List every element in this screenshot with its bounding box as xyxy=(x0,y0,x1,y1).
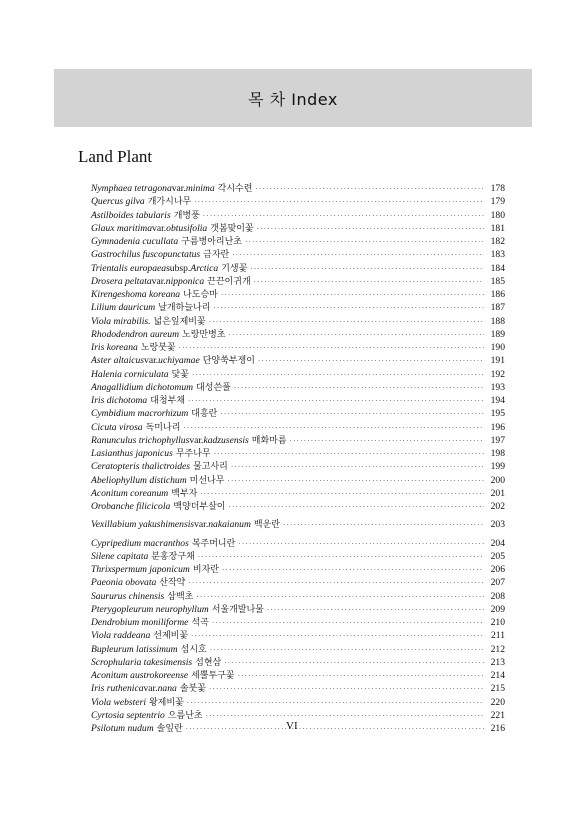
entry-page-number: 188 xyxy=(490,315,505,327)
page-title: 목 차 Index xyxy=(248,89,338,109)
korean-name: 서울개발나물 xyxy=(211,604,264,615)
dot-leader xyxy=(210,644,484,657)
entry-page-number: 192 xyxy=(490,368,505,380)
korean-name: 선제비꽃 xyxy=(153,631,189,642)
index-entry xyxy=(91,590,505,603)
korean-name: 노랑붓꽃 xyxy=(140,343,176,353)
section-title: Land Plant xyxy=(78,147,153,166)
rank-qualifier: var. xyxy=(152,222,167,234)
dot-leader xyxy=(186,723,484,736)
scientific-name: Ceratopteris thalictroides xyxy=(91,461,191,473)
dot-leader xyxy=(187,697,484,710)
infraspecific-name: minima xyxy=(185,183,215,194)
index-entry xyxy=(91,341,505,354)
dot-leader xyxy=(198,551,484,564)
dot-leader xyxy=(179,342,484,355)
index-entry xyxy=(91,195,505,208)
scientific-name: Astilboides tabularis xyxy=(91,209,171,221)
rank-qualifier: var. xyxy=(194,519,209,531)
infraspecific-name: Arctica xyxy=(190,262,219,274)
korean-name: 개가시나무 xyxy=(147,197,192,208)
korean-name: 대성쓴풀 xyxy=(196,382,231,393)
index-entry xyxy=(91,315,505,328)
scientific-name: Saururus chinensis xyxy=(91,590,165,602)
korean-name: 단양쑥부쟁이 xyxy=(202,356,255,367)
dot-leader xyxy=(188,577,484,590)
dot-leader xyxy=(232,249,484,262)
dot-leader xyxy=(283,519,484,532)
index-entry xyxy=(91,447,505,460)
scientific-name: Quercus gilva xyxy=(91,196,145,208)
entry-page-number: 191 xyxy=(490,355,505,367)
dot-leader xyxy=(206,710,484,723)
korean-name: 왕제비꽃 xyxy=(148,697,184,708)
scientific-name: Viola websteri xyxy=(91,696,146,708)
korean-name: 백양더부살이 xyxy=(173,502,226,512)
korean-name: 개병풍 xyxy=(173,210,200,221)
scientific-name: Vexillabium yakushimensis xyxy=(91,519,195,531)
index-entry xyxy=(91,487,505,500)
dot-leader xyxy=(220,408,484,421)
index-entry xyxy=(91,407,505,420)
rank-qualifier: var. xyxy=(144,355,159,367)
entry-page-number: 190 xyxy=(490,342,505,353)
index-entry xyxy=(91,394,505,407)
dot-leader xyxy=(238,538,484,551)
korean-name: 석곡 xyxy=(191,618,209,628)
scientific-name: Thrixspermum japonicum xyxy=(91,564,190,575)
dot-leader xyxy=(227,475,484,488)
korean-name: 솔붓꽃 xyxy=(179,684,206,695)
index-entry xyxy=(91,518,505,531)
scientific-name: Glaux maritima xyxy=(91,222,153,234)
index-entry xyxy=(91,235,505,248)
dot-leader xyxy=(214,448,484,461)
entry-page-number: 182 xyxy=(490,236,505,247)
entry-page-number: 208 xyxy=(490,590,505,602)
scientific-name: Trientalis europaea xyxy=(91,262,167,274)
entry-page-number: 214 xyxy=(490,670,505,681)
index-entry xyxy=(91,500,505,513)
scientific-name: Orobanche filicicola xyxy=(91,501,171,512)
index-entry xyxy=(91,354,505,367)
infraspecific-name: obtusifolia xyxy=(166,222,208,234)
rank-qualifier: var. xyxy=(171,183,186,194)
scientific-name: Halenia corniculata xyxy=(91,368,169,380)
index-entry xyxy=(91,248,505,261)
scientific-name: Gymnadenia cucullata xyxy=(91,236,179,247)
index-header-band xyxy=(54,69,532,127)
scientific-name: Anagallidium dichotomum xyxy=(91,381,194,393)
index-entry xyxy=(91,669,505,682)
korean-name: 백운란 xyxy=(253,520,280,531)
rank-qualifier: var. xyxy=(189,434,204,446)
entry-page-number: 184 xyxy=(490,262,505,274)
index-entry-list xyxy=(91,182,505,735)
scientific-name: Abeliophyllum distichum xyxy=(91,474,187,486)
rank-qualifier: subsp. xyxy=(166,262,191,274)
index-entry xyxy=(91,182,505,195)
index-entry xyxy=(91,682,505,695)
index-entry xyxy=(91,275,505,288)
infraspecific-name: kadzusensis xyxy=(203,434,249,446)
scientific-name: Cypripedium macranthos xyxy=(91,537,189,549)
korean-name: 매화마름 xyxy=(251,435,287,446)
korean-name: 나도승마 xyxy=(183,290,218,300)
index-entry xyxy=(91,550,505,563)
scientific-name: Drosera peltata xyxy=(91,275,152,287)
korean-name: 으름난초 xyxy=(167,710,203,721)
entry-page-number: 207 xyxy=(490,577,505,589)
rank-qualifier: var. xyxy=(143,683,158,695)
scientific-name: Aster altaicus xyxy=(91,355,145,367)
entry-page-number: 209 xyxy=(490,603,505,615)
entry-page-number: 185 xyxy=(490,275,505,287)
dot-leader xyxy=(222,564,484,577)
infraspecific-name: uchiyamae xyxy=(158,355,200,367)
dot-leader xyxy=(191,630,484,643)
scientific-name: Iris dichotoma xyxy=(91,395,148,406)
index-entry xyxy=(91,328,505,341)
dot-leader xyxy=(267,604,484,617)
dot-leader xyxy=(221,289,484,302)
scientific-name: Aconitum austrokoreense xyxy=(91,670,189,681)
entry-page-number: 200 xyxy=(490,474,505,486)
dot-leader xyxy=(290,435,484,448)
entry-page-number: 221 xyxy=(490,709,505,721)
korean-name: 독미나리 xyxy=(145,422,181,433)
entry-page-number: 178 xyxy=(490,183,505,194)
scientific-name: Aconitum coreanum xyxy=(91,487,169,499)
scientific-name: Iris koreana xyxy=(91,342,138,353)
index-entry xyxy=(91,643,505,656)
scientific-name: Psilotum nudum xyxy=(91,723,154,734)
index-entry xyxy=(91,460,505,473)
dot-leader xyxy=(229,329,484,342)
entry-page-number: 205 xyxy=(490,550,505,562)
korean-name: 삼백초 xyxy=(167,591,194,602)
entry-page-number: 180 xyxy=(490,209,505,221)
scientific-name: Cicuta virosa xyxy=(91,421,143,433)
korean-name: 섬시호 xyxy=(180,644,207,655)
index-entry xyxy=(91,537,505,550)
index-entry xyxy=(91,474,505,487)
scientific-name: Lilium dauricum xyxy=(91,302,156,314)
dot-leader xyxy=(213,302,484,315)
dot-leader xyxy=(257,223,484,236)
scientific-name: Ranunculus trichophyllus xyxy=(91,434,190,446)
entry-page-number: 194 xyxy=(490,395,505,406)
korean-name: 금자란 xyxy=(203,250,230,261)
scientific-name: Pterygopleurum neurophyllum xyxy=(91,603,209,615)
dot-leader xyxy=(231,461,484,474)
dot-leader xyxy=(234,382,484,395)
korean-name: 미선나무 xyxy=(189,475,225,486)
dot-leader xyxy=(194,196,484,209)
korean-name: 산작약 xyxy=(159,578,186,589)
korean-name: 대청부채 xyxy=(150,396,186,406)
index-entry xyxy=(91,576,505,589)
index-entry xyxy=(91,656,505,669)
dot-leader xyxy=(192,369,484,382)
entry-page-number: 203 xyxy=(490,519,505,531)
entry-page-number: 189 xyxy=(490,328,505,340)
rank-qualifier: var. xyxy=(151,275,166,287)
scientific-name: Cymbidium macrorhizum xyxy=(91,408,189,420)
infraspecific-name: nana xyxy=(157,683,177,695)
entry-page-number: 197 xyxy=(490,434,505,446)
scientific-name: Rhododendron aureum xyxy=(91,328,180,340)
scientific-name: Dendrobium moniliforme xyxy=(91,617,189,628)
dot-leader xyxy=(255,183,484,196)
scientific-name: Cyrtosia septentrio xyxy=(91,709,165,721)
entry-page-number: 215 xyxy=(490,683,505,695)
entry-page-number: 183 xyxy=(490,249,505,261)
entry-page-number: 220 xyxy=(490,696,505,708)
entry-page-number: 193 xyxy=(490,381,505,393)
entry-page-number: 186 xyxy=(490,289,505,300)
infraspecific-name: nakaianum xyxy=(208,519,251,531)
scientific-name: Silene capitata xyxy=(91,550,149,562)
korean-name: 분홍장구채 xyxy=(151,551,195,562)
entry-page-number: 198 xyxy=(490,448,505,459)
index-entry xyxy=(91,301,505,314)
korean-name: 비자란 xyxy=(192,565,219,575)
korean-name: 백부자 xyxy=(171,488,198,499)
korean-name: 날개하늘나리 xyxy=(158,303,211,314)
scientific-name: Iris ruthenica xyxy=(91,683,144,695)
korean-name: 세뿔투구꽃 xyxy=(191,671,235,681)
dot-leader xyxy=(228,501,484,514)
dot-leader xyxy=(188,395,484,408)
entry-page-number: 211 xyxy=(490,630,505,642)
scientific-name: Kirengeshoma koreana xyxy=(91,289,181,300)
korean-name: 섬현삼 xyxy=(195,657,222,668)
korean-name: 무주나무 xyxy=(175,449,211,459)
index-entry xyxy=(91,616,505,629)
index-entry xyxy=(91,722,505,735)
scientific-name: Scrophularia takesimensis xyxy=(91,656,193,668)
scientific-name: Nymphaea tetragona xyxy=(91,183,172,194)
index-entry xyxy=(91,709,505,722)
dot-leader xyxy=(245,236,484,249)
dot-leader xyxy=(200,488,484,501)
entry-page-number: 195 xyxy=(490,408,505,420)
dot-leader xyxy=(212,617,484,630)
korean-name: 닻꽃 xyxy=(171,369,189,380)
korean-name: 갯봄맞이꽃 xyxy=(210,223,254,234)
index-entry xyxy=(91,434,505,447)
scientific-name: Gastrochilus fuscopunctatus xyxy=(91,249,201,261)
entry-page-number: 179 xyxy=(490,196,505,208)
infraspecific-name: nipponica xyxy=(165,275,205,287)
entry-page-number: 202 xyxy=(490,501,505,512)
dot-leader xyxy=(224,657,484,670)
entry-page-number: 204 xyxy=(490,537,505,549)
index-entry xyxy=(91,368,505,381)
entry-page-number: 201 xyxy=(490,487,505,499)
korean-name: 복주머니란 xyxy=(191,538,236,549)
korean-name: 구름병아리난초 xyxy=(181,237,242,247)
korean-name: 넓은잎제비꽃 xyxy=(153,316,206,327)
index-entry xyxy=(91,421,505,434)
korean-name: 노랑만병초 xyxy=(182,329,226,340)
index-entry xyxy=(91,209,505,222)
index-entry xyxy=(91,696,505,709)
dot-leader xyxy=(254,276,484,289)
scientific-name: Viola raddeana xyxy=(91,630,151,642)
korean-name: 대흥란 xyxy=(191,409,218,420)
dot-leader xyxy=(196,591,484,604)
index-entry xyxy=(91,629,505,642)
entry-page-number: 206 xyxy=(490,564,505,575)
dot-leader xyxy=(183,422,484,435)
dot-leader xyxy=(258,355,484,368)
korean-name: 물고사리 xyxy=(193,462,228,473)
dot-leader xyxy=(250,263,484,276)
scientific-name: Lasianthus japonicus xyxy=(91,448,173,459)
entry-page-number: 199 xyxy=(490,461,505,473)
entry-page-number: 213 xyxy=(490,656,505,668)
entry-page-number: 181 xyxy=(490,222,505,234)
dot-leader xyxy=(209,316,484,329)
korean-name: 솔잎란 xyxy=(156,724,183,734)
index-entry xyxy=(91,288,505,301)
entry-page-number: 196 xyxy=(490,421,505,433)
entry-page-number: 187 xyxy=(490,302,505,314)
index-entry xyxy=(91,563,505,576)
korean-name: 끈끈이귀개 xyxy=(207,276,251,287)
dot-leader xyxy=(209,683,484,696)
dot-leader xyxy=(203,210,484,223)
scientific-name: Paeonia obovata xyxy=(91,577,157,589)
scientific-name: Bupleurum latissimum xyxy=(91,643,178,655)
index-entry xyxy=(91,381,505,394)
page-number: VI xyxy=(286,720,298,732)
korean-name: 기생꽃 xyxy=(221,263,248,274)
scientific-name: Viola mirabilis. xyxy=(91,315,151,327)
entry-page-number: 216 xyxy=(490,723,505,734)
entry-page-number: 210 xyxy=(490,617,505,628)
korean-name: 각시수련 xyxy=(217,184,253,194)
index-entry xyxy=(91,222,505,235)
dot-leader xyxy=(238,670,484,683)
entry-page-number: 212 xyxy=(490,643,505,655)
index-entry xyxy=(91,262,505,275)
index-entry xyxy=(91,603,505,616)
